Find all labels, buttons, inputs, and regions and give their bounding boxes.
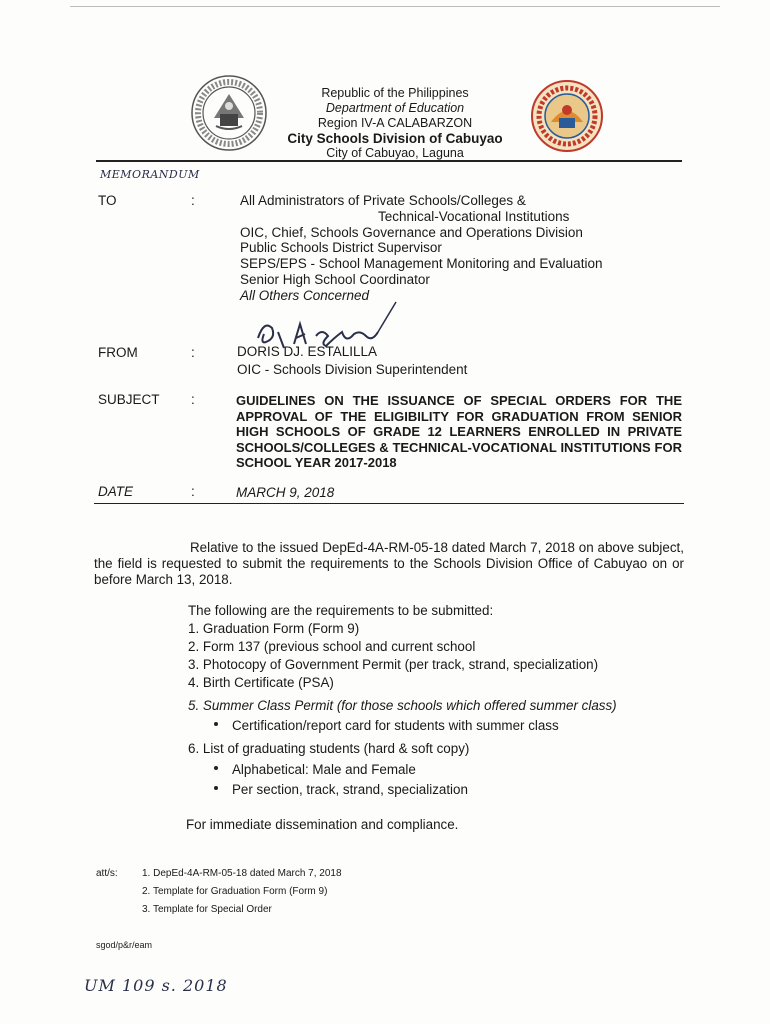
date-label: DATE (98, 484, 134, 499)
cabuyao-division-seal-logo (531, 80, 603, 152)
date-colon: : (191, 484, 195, 499)
to-recipient-line: SEPS/EPS - School Management Monitoring and Evaluation (240, 256, 603, 272)
header-divider (96, 160, 682, 162)
to-recipients (240, 193, 602, 304)
requirement-subitem: Per section, track, strand, specialization (232, 782, 468, 797)
reference-initials: sgod/p&r/eam (96, 940, 153, 950)
attachment-item: 2. Template for Graduation Form (Form 9) (142, 886, 328, 897)
handwritten-memorandum-label: MEMORANDUM (100, 168, 200, 181)
requirement-item: 3. Photocopy of Government Permit (per track, strand, specialization) (188, 657, 599, 672)
bullet-icon (214, 786, 218, 790)
to-colon: : (191, 193, 195, 208)
attachment-item: 3. Template for Special Order (142, 904, 272, 915)
requirement-item: 6. List of graduating students (hard & soft copy) (188, 741, 470, 756)
requirement-item: 2. Form 137 (previous school and current school (188, 639, 476, 654)
to-recipient-line: OIC, Chief, Schools Governance and Operations Division (240, 224, 583, 240)
subject-label: SUBJECT (98, 392, 160, 407)
letterhead-department: Department of Education (325, 101, 465, 115)
date-value: MARCH 9, 2018 (236, 485, 335, 500)
to-recipient-line: All Others Concerned (240, 287, 370, 303)
letterhead (270, 86, 520, 161)
from-colon: : (191, 345, 195, 360)
letterhead-city: City of Cabuyao, Laguna (326, 146, 464, 160)
to-label: TO (98, 193, 117, 208)
deped-seal-logo (190, 74, 268, 152)
requirement-item: 1. Graduation Form (Form 9) (188, 621, 360, 636)
from-position: OIC - Schools Division Superintendent (237, 362, 468, 377)
requirement-subitem: Alphabetical: Male and Female (232, 762, 416, 777)
requirements-intro: The following are the requirements to be submitted: (188, 603, 494, 618)
bullet-icon (214, 766, 218, 770)
body-paragraph: Relative to the issued DepEd-4A-RM-05-18 dated March 7, 2018 on above subject, the field is requested to submit the requirements to the Schools Division Office of Cabuyao on or before March 13, 2018. (94, 540, 684, 587)
bullet-icon (214, 722, 218, 726)
attachments-label: att/s: (96, 868, 118, 879)
closing-line: For immediate dissemination and compliance. (186, 817, 459, 832)
requirement-item: 5. Summer Class Permit (for those schools which offered summer class) (188, 698, 617, 713)
requirement-subitem: Certification/report card for students with summer class (232, 718, 559, 733)
requirement-item: 4. Birth Certificate (PSA) (188, 675, 334, 690)
to-recipient-line: Public Schools District Supervisor (240, 240, 442, 256)
top-scan-line (70, 6, 720, 7)
to-recipient-line: All Administrators of Private Schools/Colleges & (240, 193, 526, 208)
from-name: DORIS DJ. ESTALILLA (237, 344, 378, 359)
letterhead-republic: Republic of the Philippines (321, 86, 469, 100)
attachment-item: 1. DepEd-4A-RM-05-18 dated March 7, 2018 (142, 868, 342, 879)
handwritten-memo-number: UM 109 s. 2018 (84, 976, 228, 995)
subject-text: GUIDELINES ON THE ISSUANCE OF SPECIAL ORDERS FOR THE APPROVAL OF THE ELIGIBILITY FOR GRADUATION FROM SENIOR HIGH SCHOOLS OF GRADE 12 LEARNERS ENROLLED IN PRIVATE SCHOOLS/COLLEGES & TECHNICAL-VOCATIONAL INSTITUTIONS FOR SCHOOL YEAR 2017-2018 (236, 393, 682, 470)
to-recipient-line: Senior High School Coordinator (240, 271, 430, 287)
letterhead-region: Region IV-A CALABARZON (317, 116, 473, 130)
subject-colon: : (191, 392, 195, 407)
letterhead-division: City Schools Division of Cabuyao (287, 131, 503, 146)
from-label: FROM (98, 345, 138, 360)
to-recipient-line: Technical-Vocational Institutions (378, 208, 570, 224)
date-divider (94, 503, 684, 504)
